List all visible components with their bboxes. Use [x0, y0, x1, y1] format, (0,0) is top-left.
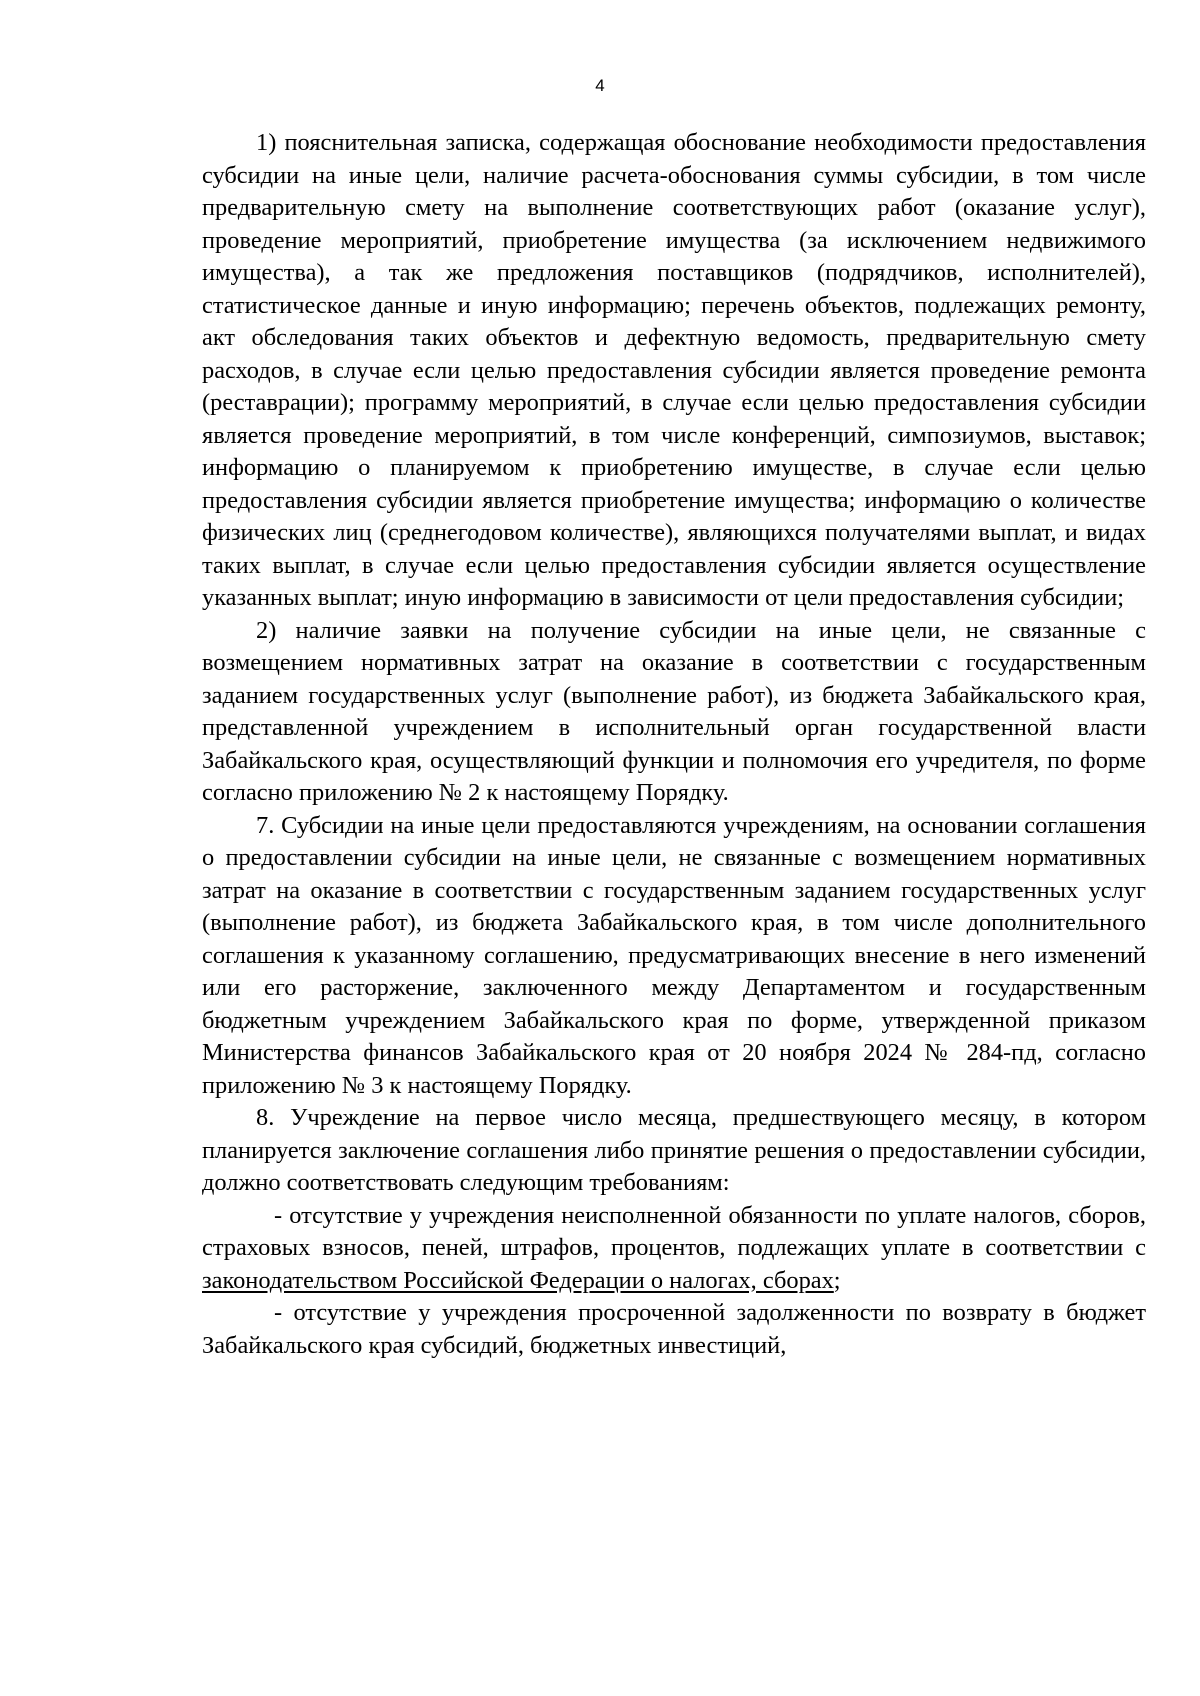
- paragraph-application: 2) наличие заявки на получение субсидии на иные цели, не связанные с возмещением нормативных затрат на оказание в соответствии с государственным заданием государственных услуг (выполнение работ), из бюджета Забайкальского края, представленной учреждением в исполнительный орган государственной власти Забайкальского края, осуществляющий функции и полномочия его учредителя, по форме согласно приложению № 2 к настоящему Порядку.: [202, 616, 1146, 806]
- page-number: 4: [595, 76, 605, 95]
- document-body: [202, 127, 1146, 1362]
- paragraph-text: - отсутствие у учреждения неисполненной обязанности по уплате налогов, сборов, страховых взносов, пеней, штрафов, процентов, подлежащих уплате в соответствии с: [202, 1201, 1146, 1261]
- tax-legislation-link[interactable]: законодательством Российской Федерации о налогах, сборах: [202, 1266, 834, 1294]
- paragraph-item-8: 8. Учреждение на первое число месяца, предшествующего месяцу, в котором планируется заключение соглашения либо принятие решения о предоставлении субсидии, должно соответствовать следующим требованиям:: [202, 1104, 1146, 1196]
- paragraph-text-end: ;: [833, 1266, 841, 1294]
- paragraph-item-7: 7. Субсидии на иные цели предоставляются учреждениям, на основании соглашения о предоставлении субсидии на иные цели, не связанные с возмещением нормативных затрат на оказание в соответствии с государственным заданием государственных услуг (выполнение работ), из бюджета Забайкальского края, в том числе дополнительного соглашения к указанному соглашению, предусматривающих внесение в него изменений или его расторжение, заключенного между Департаментом и государственным бюджетным учреждением Забайкальского края по форме, утвержденной приказом Министерства финансов Забайкальского края от 20 ноября 2024 № 284-пд, согласно приложению № 3 к настоящему Порядку.: [202, 811, 1146, 1099]
- paragraph-explanatory-note: 1) пояснительная записка, содержащая обоснование необходимости предоставления субсидии на иные цели, наличие расчета-обоснования суммы субсидии, в том числе предварительную смету на выполнение соответствующих работ (оказание услуг), проведение мероприятий, приобретение имущества (за исключением недвижимого имущества), а так же предложения поставщиков (подрядчиков, исполнителей), статистическое данные и иную информацию; перечень объектов, подлежащих ремонту, акт обследования таких объектов и дефектную ведомость, предварительную смету расходов, в случае если целью предоставления субсидии является проведение ремонта (реставрации); программу мероприятий, в случае если целью предоставления субсидии является проведение мероприятий, в том числе конференций, симпозиумов, выставок; информацию о планируемом к приобретению имуществе, в случае если целью предоставления субсидии является приобретение имущества; информацию о количестве физических лиц (среднегодовом количестве), являющихся получателями выплат, и видах таких выплат, в случае если целью предоставления субсидии является осуществление указанных выплат; иную информацию в зависимости от цели предоставления субсидии;: [202, 129, 1146, 611]
- paragraph-no-tax-debt: [202, 1200, 1146, 1298]
- paragraph-no-overdue-debt: - отсутствие у учреждения просроченной задолженности по возврату в бюджет Забайкальского края субсидий, бюджетных инвестиций,: [202, 1299, 1146, 1359]
